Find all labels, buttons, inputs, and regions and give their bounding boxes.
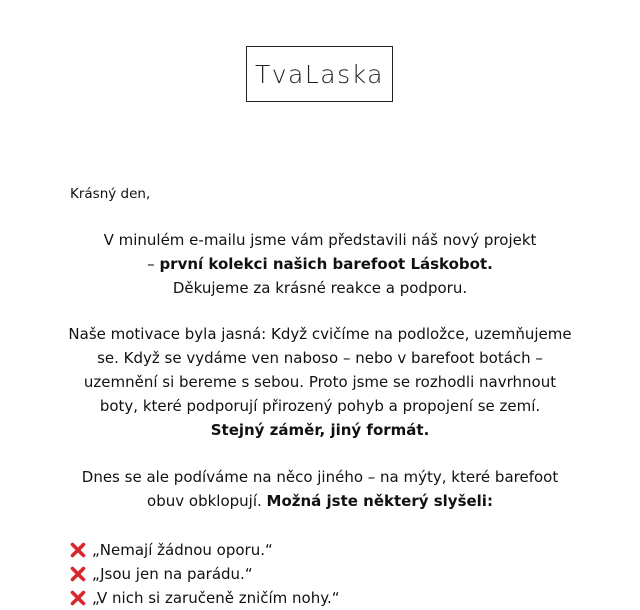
myth-item [70,538,340,562]
myths-intro-line-2-bold: Možná jste některý slyšeli: [266,492,493,510]
intro-line-2-bold: první kolekci našich barefoot Láskobot. [159,255,493,273]
motivation-line-2: se. Když se vydáme ven naboso – nebo v barefoot botách – [97,349,543,367]
red-cross-mark-icon [70,590,86,606]
intro-line-2-prefix: – [147,255,160,273]
myth-text: „Nemají žádnou oporu.“ [92,541,273,559]
myths-intro-line-2 [60,489,580,513]
intro-paragraph [60,228,580,300]
red-cross-mark-icon [70,542,86,558]
motivation-line-3: uzemnění si bereme s sebou. Proto jsme se rozhodli navrhnout [83,373,557,391]
intro-line-2 [60,252,580,276]
brand-logo-text: TvaLaska [254,59,385,89]
myths-list [70,538,340,610]
greeting: Krásný den, [70,186,151,202]
brand-logo [246,46,393,102]
myths-intro-paragraph [60,465,580,513]
red-cross-mark-icon [70,566,86,582]
intro-line-1: V minulém e-mailu jsme vám představili náš nový projekt [103,231,537,249]
myth-item [70,586,340,610]
myth-text: „V nich si zaručeně zničím nohy.“ [92,589,340,607]
myth-text: „Jsou jen na parádu.“ [92,565,253,583]
intro-line-3: Děkujeme za krásné reakce a podporu. [172,279,468,297]
myths-intro-line-1: Dnes se ale podíváme na něco jiného – na mýty, které barefoot [81,468,559,486]
motivation-line-5-bold: Stejný záměr, jiný formát. [210,421,430,439]
motivation-paragraph [60,322,580,442]
myths-intro-line-2-prefix: obuv obklopují. [147,492,267,510]
motivation-line-4: boty, které podporují přirozený pohyb a propojení se zemí. [99,397,541,415]
myth-item [70,562,340,586]
motivation-line-1: Naše motivace byla jasná: Když cvičíme na podložce, uzemňujeme [68,325,572,343]
